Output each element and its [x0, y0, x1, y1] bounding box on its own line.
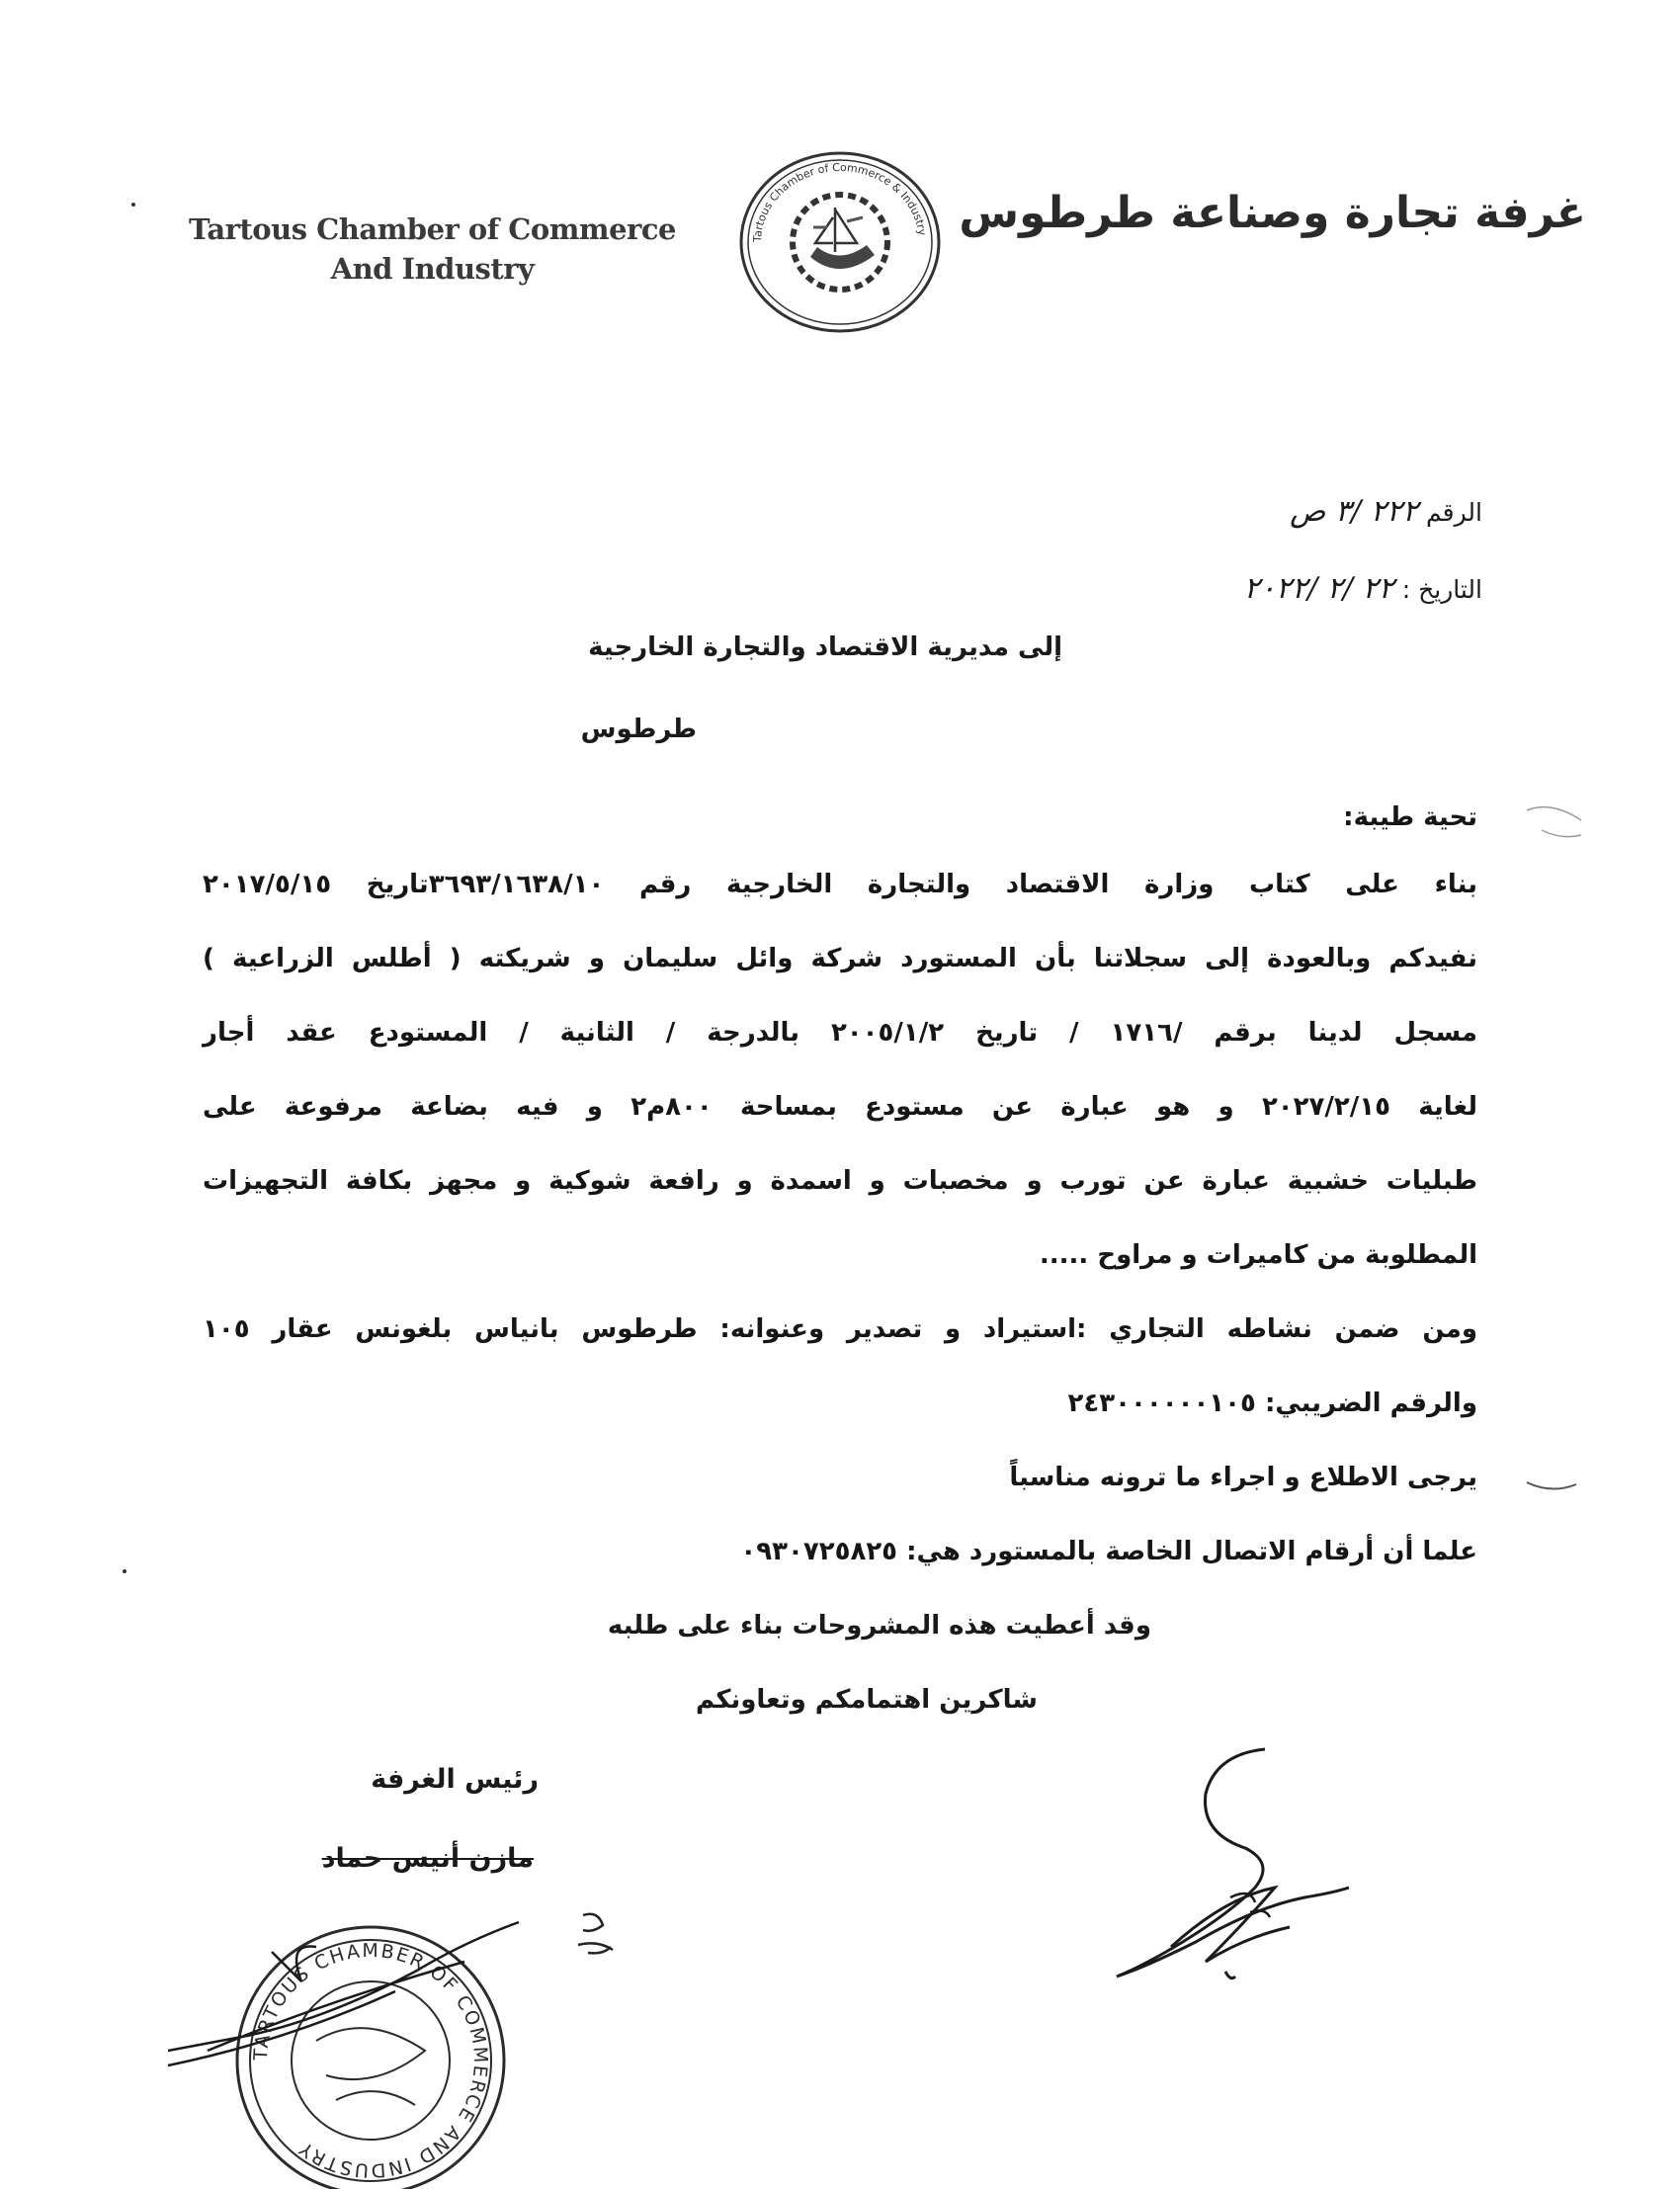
body-line-1: بناء على كتاب وزارة الاقتصاد والتجارة الخارجية رقم ٣٦٩٣/١٦٣٨/١٠تاريخ ٢٠١٧/٥/١٥	[203, 870, 1477, 899]
scan-mark-icon	[1522, 1473, 1581, 1502]
letterhead-english-line2: And Industry	[330, 252, 535, 286]
body-line-6: المطلوبة من كاميرات و مراوح .....	[1039, 1240, 1477, 1270]
signatory-name: مازن أنيس حماد	[321, 1843, 534, 1874]
body-line-2: نفيدكم وبالعودة إلى سجلاتنا بأن المستورد شركة وائل سليمان و شريكته ( أطلس الزراعية )	[203, 944, 1477, 973]
body-line-5: طبليات خشبية عبارة عن تورب و مخصبات و اسمدة و رافعة شوكية و مجهز بكافة التجهيزات	[203, 1166, 1477, 1196]
handwritten-signature	[1077, 1739, 1364, 1996]
letterhead-english-line1: Tartous Chamber of Commerce	[189, 212, 676, 246]
official-stamp	[168, 1902, 553, 2189]
reference-number-label: الرقم	[1426, 498, 1482, 527]
body-line-4: لغاية ٢٠٢٧/٢/١٥ و هو عبارة عن مستودع بمساحة ٨٠٠م٢ و فيه بضاعة مرفوعة على	[203, 1092, 1477, 1122]
contact-line: علما أن أرقام الاتصال الخاصة بالمستورد هي: ٠٩٣٠٧٢٥٨٢٥	[740, 1537, 1477, 1566]
logo-ring-text: Tartous Chamber of Commerce & Industry	[750, 160, 929, 243]
addressee-line2: طرطوس	[580, 715, 697, 744]
reference-date	[1244, 571, 1482, 606]
request-line: يرجى الاطلاع و اجراء ما ترونه مناسباً	[1009, 1463, 1477, 1492]
tax-number-line: والرقم الضريبي: ٢٤٣٠٠٠٠٠٠١٠٥	[1067, 1389, 1477, 1418]
reference-number-value: ٢٢٢ /٣ ص	[1290, 494, 1419, 529]
body-line-3: مسجل لدينا برقم /١٧١٦ / تاريخ ٢٠٠٥/١/٢ بالدرجة / الثانية / المستودع عقد أجار	[203, 1018, 1477, 1048]
scan-mark-icon	[1522, 800, 1591, 850]
reference-date-value: ٢٢ /٢ /٢٠٢٢	[1243, 571, 1394, 606]
stamp-ring-text: TARTOUS CHAMBER OF COMMERCE AND INDUSTRY	[249, 1939, 492, 2182]
signatory-title: رئيس الغرفة	[371, 1764, 539, 1795]
scan-dot	[131, 203, 135, 207]
chamber-logo	[736, 148, 944, 336]
thanks-line: شاكرين اهتمامكم وتعاونكم	[695, 1685, 1038, 1715]
addressee-line1: إلى مديرية الاقتصاد والتجارة الخارجية	[588, 632, 1062, 662]
letterhead-arabic: غرفة تجارة وصناعة طرطوس	[959, 188, 1586, 238]
reference-date-label: التاريخ :	[1401, 575, 1482, 604]
given-statement: وقد أعطيت هذه المشروحات بناء على طلبه	[607, 1611, 1151, 1641]
scan-dot	[123, 1569, 126, 1573]
letterhead-english	[163, 210, 702, 289]
handwritten-mark-icon	[573, 1905, 623, 1965]
body-line-7: ومن ضمن نشاطه التجاري :استيراد و تصدير وعنوانه: طرطوس بانياس بلغونس عقار ١٠٥	[203, 1314, 1477, 1344]
greeting: تحية طيبة:	[1343, 802, 1477, 832]
reference-number	[1290, 494, 1482, 529]
